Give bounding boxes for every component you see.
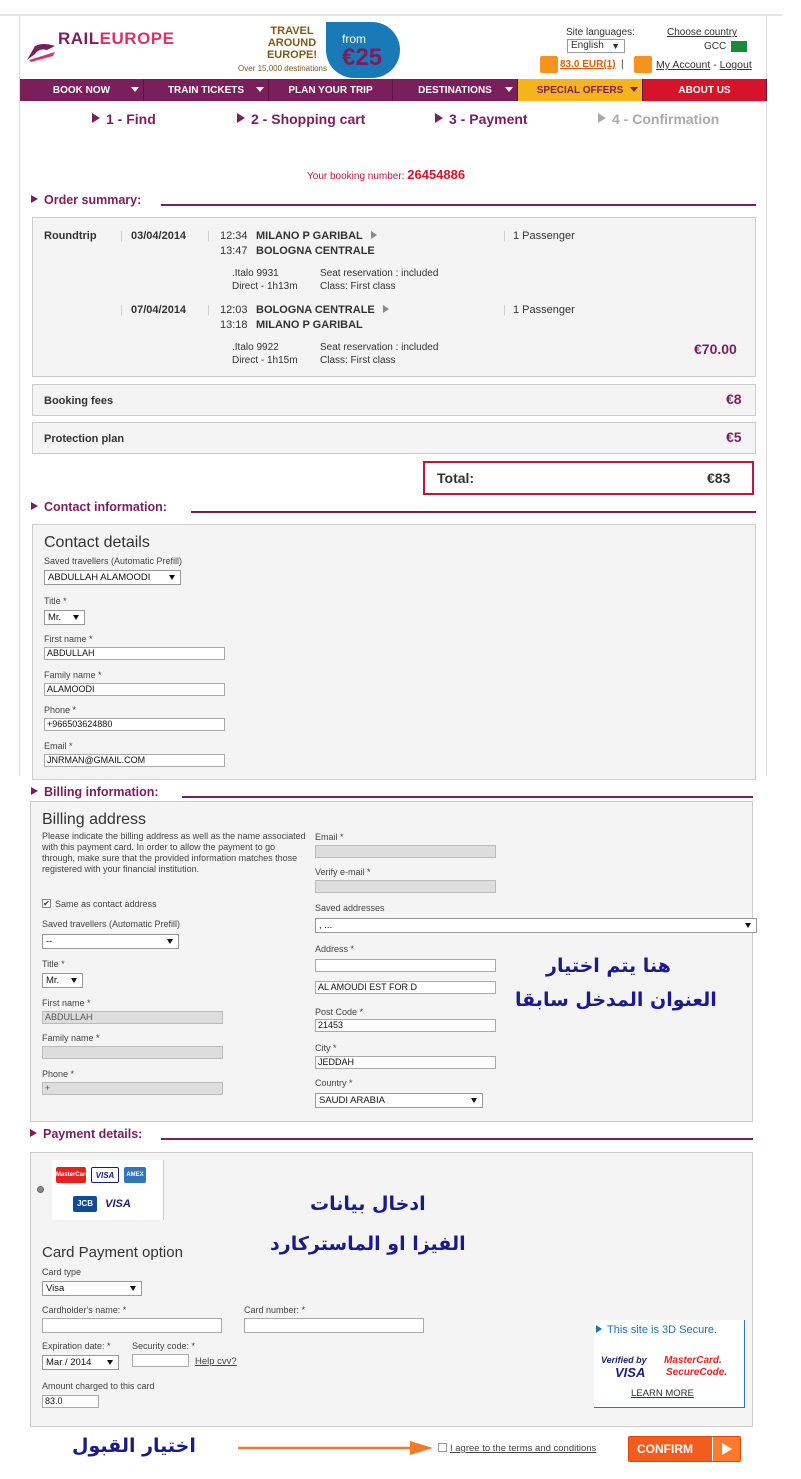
promo-line3: EUROPE!: [266, 49, 318, 61]
security-code-input[interactable]: [132, 1354, 189, 1367]
logout-link[interactable]: Logout: [719, 59, 752, 71]
title-label: Title *: [42, 959, 65, 969]
select-value: ABDULLAH ALAMOODI: [48, 572, 151, 583]
nav-special-offers[interactable]: [518, 79, 643, 101]
inbound-passengers: 1 Passenger: [513, 304, 575, 316]
family-name-label: Family name *: [44, 670, 102, 680]
security-code-label: Security code: *: [132, 1341, 196, 1351]
step-find: [92, 111, 156, 127]
chevron-down-icon: [131, 87, 139, 92]
logo-rail: RAIL: [58, 29, 100, 48]
cardholder-label: Cardholder's name: *: [42, 1305, 127, 1315]
mastercard-securecode-icon: MasterCard.: [664, 1355, 722, 1366]
email-input[interactable]: JNRMAN@GMAIL.COM: [44, 754, 225, 767]
station-label: BOLOGNA CENTRALE: [256, 304, 375, 316]
total-box: [423, 461, 754, 495]
saved-travellers-select[interactable]: [44, 570, 181, 585]
first-name-label: First name *: [44, 634, 93, 644]
logo[interactable]: [58, 29, 174, 49]
chevron-down-icon: [256, 87, 264, 92]
account-separator: -: [713, 59, 717, 71]
total-label: Total:: [437, 470, 475, 486]
play-icon: [371, 231, 377, 239]
triangle-icon: [30, 1129, 37, 1137]
nav-label: SPECIAL OFFERS: [536, 84, 624, 96]
inbound-dep-time: 12:03: [220, 304, 248, 316]
address-line2-input[interactable]: AL AMOUDI EST FOR D: [315, 981, 496, 994]
triangle-icon: [31, 787, 38, 795]
chevron-down-icon: [130, 1286, 136, 1291]
separator: |: [207, 304, 210, 316]
account-icon: [634, 56, 652, 73]
separator: |: [120, 304, 123, 316]
annotation-card-line1: ادخال بيانات: [310, 1193, 426, 1215]
promo-title: [262, 25, 322, 61]
address-line1-input[interactable]: [315, 959, 496, 972]
total-value: €83: [707, 470, 731, 486]
outbound-class: Class: First class: [320, 281, 396, 292]
station-label: MILANO P GARIBAL: [256, 230, 363, 242]
nav-train-tickets[interactable]: [144, 79, 269, 101]
saved-addresses-select[interactable]: [315, 918, 757, 933]
step-confirmation: [598, 111, 719, 127]
chevron-down-icon: ▼: [611, 41, 620, 51]
select-value: Mr.: [48, 612, 62, 623]
select-value: Mar / 2014: [46, 1357, 92, 1368]
contact-heading: [31, 500, 167, 514]
separator: |: [207, 230, 210, 242]
arrow-right-icon: [712, 1437, 740, 1461]
section-title: Order summary:: [44, 193, 142, 207]
annotation-accept: اختيار القبول: [72, 1435, 196, 1457]
account-links: [656, 59, 752, 71]
same-as-label: Same as contact address: [55, 899, 157, 909]
choose-country-link[interactable]: Choose country: [667, 27, 738, 38]
separator: |: [120, 230, 123, 242]
promo-from: from: [342, 32, 366, 46]
chevron-down-icon: [167, 939, 173, 944]
verify-email-label: Verify e-mail *: [315, 867, 371, 877]
chevron-down-icon: [73, 615, 79, 620]
securecode-label: SecureCode.: [666, 1367, 728, 1378]
flag-icon[interactable]: [731, 41, 747, 52]
country-value: GCC: [704, 41, 727, 52]
cardholder-input[interactable]: [42, 1318, 222, 1333]
billing-heading: [31, 785, 159, 799]
jcb-icon: JCB: [73, 1196, 97, 1212]
card-radio[interactable]: [37, 1186, 44, 1193]
language-select[interactable]: [567, 39, 625, 53]
chevron-down-icon: [107, 1360, 113, 1365]
triangle-icon: [596, 1325, 602, 1333]
card-number-label: Card number: *: [244, 1305, 306, 1315]
card-number-input[interactable]: [244, 1318, 424, 1333]
billing-title-select[interactable]: [42, 973, 83, 988]
language-value: English: [571, 40, 604, 51]
chevron-down-icon: [169, 575, 175, 580]
amount-input: 83.0: [42, 1395, 99, 1408]
country-select[interactable]: [315, 1093, 483, 1108]
first-name-label: First name *: [42, 998, 91, 1008]
amex-icon: AMEX: [124, 1167, 146, 1183]
promo-line1: TRAVEL: [270, 25, 314, 37]
trip-price: €70.00: [694, 341, 737, 357]
visa-label: VISA: [615, 1365, 646, 1380]
step-label: 4 - Confirmation: [612, 111, 720, 127]
outbound-train: .Italo 9931: [232, 268, 279, 279]
step-label: 2 - Shopping cart: [251, 111, 366, 127]
section-title: Contact information:: [44, 500, 167, 514]
inbound-train: .Italo 9922: [232, 342, 279, 353]
chevron-down-icon: [71, 978, 77, 983]
outbound-seat: Seat reservation : included: [320, 268, 439, 279]
protection-value: €5: [726, 429, 742, 445]
nav-label: BOOK NOW: [52, 84, 111, 96]
post-code-label: Post Code *: [315, 1007, 364, 1017]
promo-subtitle: Over 15,000 destinations: [238, 64, 327, 73]
nav-destinations[interactable]: [393, 79, 518, 101]
triangle-icon: [92, 113, 100, 123]
title-select[interactable]: [44, 610, 85, 625]
annotation-card-line2: الفيزا او الماستركارد: [270, 1233, 466, 1255]
step-payment: [435, 111, 528, 127]
trip-type: Roundtrip: [44, 230, 97, 242]
section-title: Payment details:: [43, 1127, 143, 1141]
email-label: Email *: [44, 741, 73, 751]
billing-email-input[interactable]: [315, 845, 496, 858]
expiration-label: Expiration date: *: [42, 1341, 111, 1351]
card-payment-title: Card Payment option: [42, 1244, 183, 1261]
inbound-arr-station: MILANO P GARIBAL: [256, 319, 363, 331]
triangle-icon: [31, 502, 38, 510]
select-value: , ...: [319, 920, 333, 931]
agree-checkbox[interactable]: [438, 1443, 447, 1452]
outbound-passengers: 1 Passenger: [513, 230, 575, 242]
logo-europe: EUROPE: [99, 29, 175, 48]
outbound-duration: Direct - 1h13m: [232, 281, 298, 292]
visa-icon: VISA: [91, 1167, 119, 1183]
divider: [182, 796, 753, 798]
confirm-button[interactable]: [628, 1436, 741, 1462]
saved-addresses-label: Saved addresses: [315, 903, 385, 913]
cart-link[interactable]: 83.0 EUR(1): [560, 59, 616, 70]
city-input[interactable]: JEDDAH: [315, 1056, 496, 1069]
billing-saved-travellers-select[interactable]: [42, 934, 179, 949]
triangle-icon: [598, 113, 606, 123]
nav-book-now[interactable]: [20, 79, 144, 101]
verified-by-visa-icon: Verified by: [601, 1355, 647, 1365]
main-nav: [20, 79, 767, 101]
promo-price: €25: [342, 44, 383, 71]
nav-label: DESTINATIONS: [418, 84, 492, 96]
annotation-address-line1: هنا يتم اختيار: [546, 955, 671, 977]
billing-phone-input[interactable]: +: [42, 1082, 223, 1095]
address-label: Address *: [315, 944, 355, 954]
email-label: Email *: [315, 832, 344, 842]
nav-plan-your-trip[interactable]: [269, 79, 393, 101]
agree-terms-link[interactable]: I agree to the terms and conditions: [450, 1443, 597, 1454]
pipe-divider: |: [621, 59, 624, 70]
verify-email-input[interactable]: [315, 880, 496, 893]
learn-more-link[interactable]: LEARN MORE: [631, 1388, 694, 1399]
nav-label: TRAIN TICKETS: [167, 84, 245, 96]
chevron-down-icon: [505, 87, 513, 92]
booking-fees-box: [32, 384, 756, 416]
separator: |: [503, 230, 506, 242]
secure-label: This site is 3D Secure.: [607, 1324, 718, 1336]
billing-first-name-input[interactable]: ABDULLAH: [42, 1011, 223, 1024]
inbound-seat: Seat reservation : included: [320, 342, 439, 353]
mastercard-icon: MasterCard: [56, 1167, 86, 1183]
divider: [161, 1138, 753, 1140]
separator: |: [503, 304, 506, 316]
logo-icon: [25, 40, 57, 62]
card-type-label: Card type: [42, 1267, 82, 1277]
promo-price-badge: [326, 22, 400, 78]
outbound-dep-station: [256, 230, 377, 242]
billing-description: Please indicate the billing address as well as the name associated with this payment card. In order to allow the payment to go through, make sure that the provided information matches those registered with your financial institution.: [42, 831, 306, 874]
expiration-select[interactable]: [42, 1355, 119, 1370]
section-title: Billing information:: [44, 785, 159, 799]
cart-icon[interactable]: [540, 56, 558, 73]
inbound-arr-time: 13:18: [220, 319, 248, 331]
inbound-date: 07/04/2014: [131, 304, 187, 316]
country-label: Country *: [315, 1078, 353, 1088]
post-code-input[interactable]: 21453: [315, 1019, 496, 1032]
select-value: --: [46, 936, 53, 947]
chevron-down-icon: [471, 1098, 477, 1103]
annotation-address-line2: العنوان المدخل سابقا: [515, 989, 717, 1011]
select-value: Mr.: [46, 975, 60, 986]
saved-travellers-label: Saved travellers (Automatic Prefill): [42, 919, 181, 929]
secure-text: [596, 1324, 717, 1336]
site-languages-label: Site languages:: [566, 27, 635, 38]
title-label: Title *: [44, 596, 67, 606]
booking-label: Your booking number:: [307, 171, 405, 182]
chevron-down-icon: [745, 923, 751, 928]
nav-label: ABOUT US: [678, 84, 731, 96]
protection-box: [32, 422, 756, 454]
outbound-dep-time: 12:34: [220, 230, 248, 242]
arrow-right-icon: [238, 1440, 433, 1456]
my-account-link[interactable]: My Account: [656, 59, 711, 71]
outbound-date: 03/04/2014: [131, 230, 187, 242]
promo-line2: AROUND: [267, 37, 317, 49]
family-name-input[interactable]: ALAMOODI: [44, 683, 225, 696]
outbound-arr-station: BOLOGNA CENTRALE: [256, 245, 375, 257]
step-shopping-cart: [237, 111, 365, 127]
triangle-icon: [31, 195, 38, 203]
inbound-duration: Direct - 1h15m: [232, 355, 298, 366]
phone-label: Phone *: [44, 705, 77, 715]
nav-label: PLAN YOUR TRIP: [288, 84, 373, 96]
divider: [191, 511, 756, 513]
amount-label: Amount charged to this card: [42, 1381, 155, 1391]
promo-banner[interactable]: [222, 22, 402, 78]
visa-icon: VISA: [101, 1196, 135, 1212]
first-name-input[interactable]: ABDULLAH: [44, 647, 225, 660]
step-label: 3 - Payment: [449, 111, 528, 127]
city-label: City *: [315, 1043, 337, 1053]
triangle-icon: [237, 113, 245, 123]
order-summary-heading: [31, 193, 141, 207]
saved-travellers-label: Saved travellers (Automatic Prefill): [44, 556, 183, 566]
booking-fees-label: Booking fees: [44, 395, 114, 407]
booking-fees-value: €8: [726, 391, 742, 407]
select-value: SAUDI ARABIA: [319, 1095, 385, 1106]
protection-label: Protection plan: [44, 433, 125, 445]
divider: [161, 204, 756, 206]
billing-title: Billing address: [42, 811, 147, 828]
same-as-checkbox[interactable]: ✔: [43, 899, 50, 908]
phone-input[interactable]: +966503624880: [44, 718, 225, 731]
contact-title: Contact details: [44, 534, 150, 551]
booking-value: 26454886: [407, 167, 466, 182]
step-label: 1 - Find: [106, 111, 156, 127]
play-icon: [383, 305, 389, 313]
family-name-label: Family name *: [42, 1033, 100, 1043]
phone-label: Phone *: [42, 1069, 75, 1079]
nav-about-us[interactable]: [643, 79, 767, 101]
chevron-down-icon: [630, 87, 638, 92]
confirm-label: CONFIRM: [637, 1442, 693, 1456]
booking-number: [307, 167, 465, 182]
billing-family-name-input[interactable]: [42, 1046, 223, 1059]
payment-heading: [30, 1127, 142, 1141]
triangle-icon: [435, 113, 443, 123]
card-type-select[interactable]: [42, 1281, 142, 1296]
select-value: Visa: [46, 1283, 65, 1294]
help-cvv-link[interactable]: Help cvv?: [195, 1356, 237, 1367]
inbound-dep-station: [256, 304, 389, 316]
outbound-arr-time: 13:47: [220, 245, 248, 257]
inbound-class: Class: First class: [320, 355, 396, 366]
